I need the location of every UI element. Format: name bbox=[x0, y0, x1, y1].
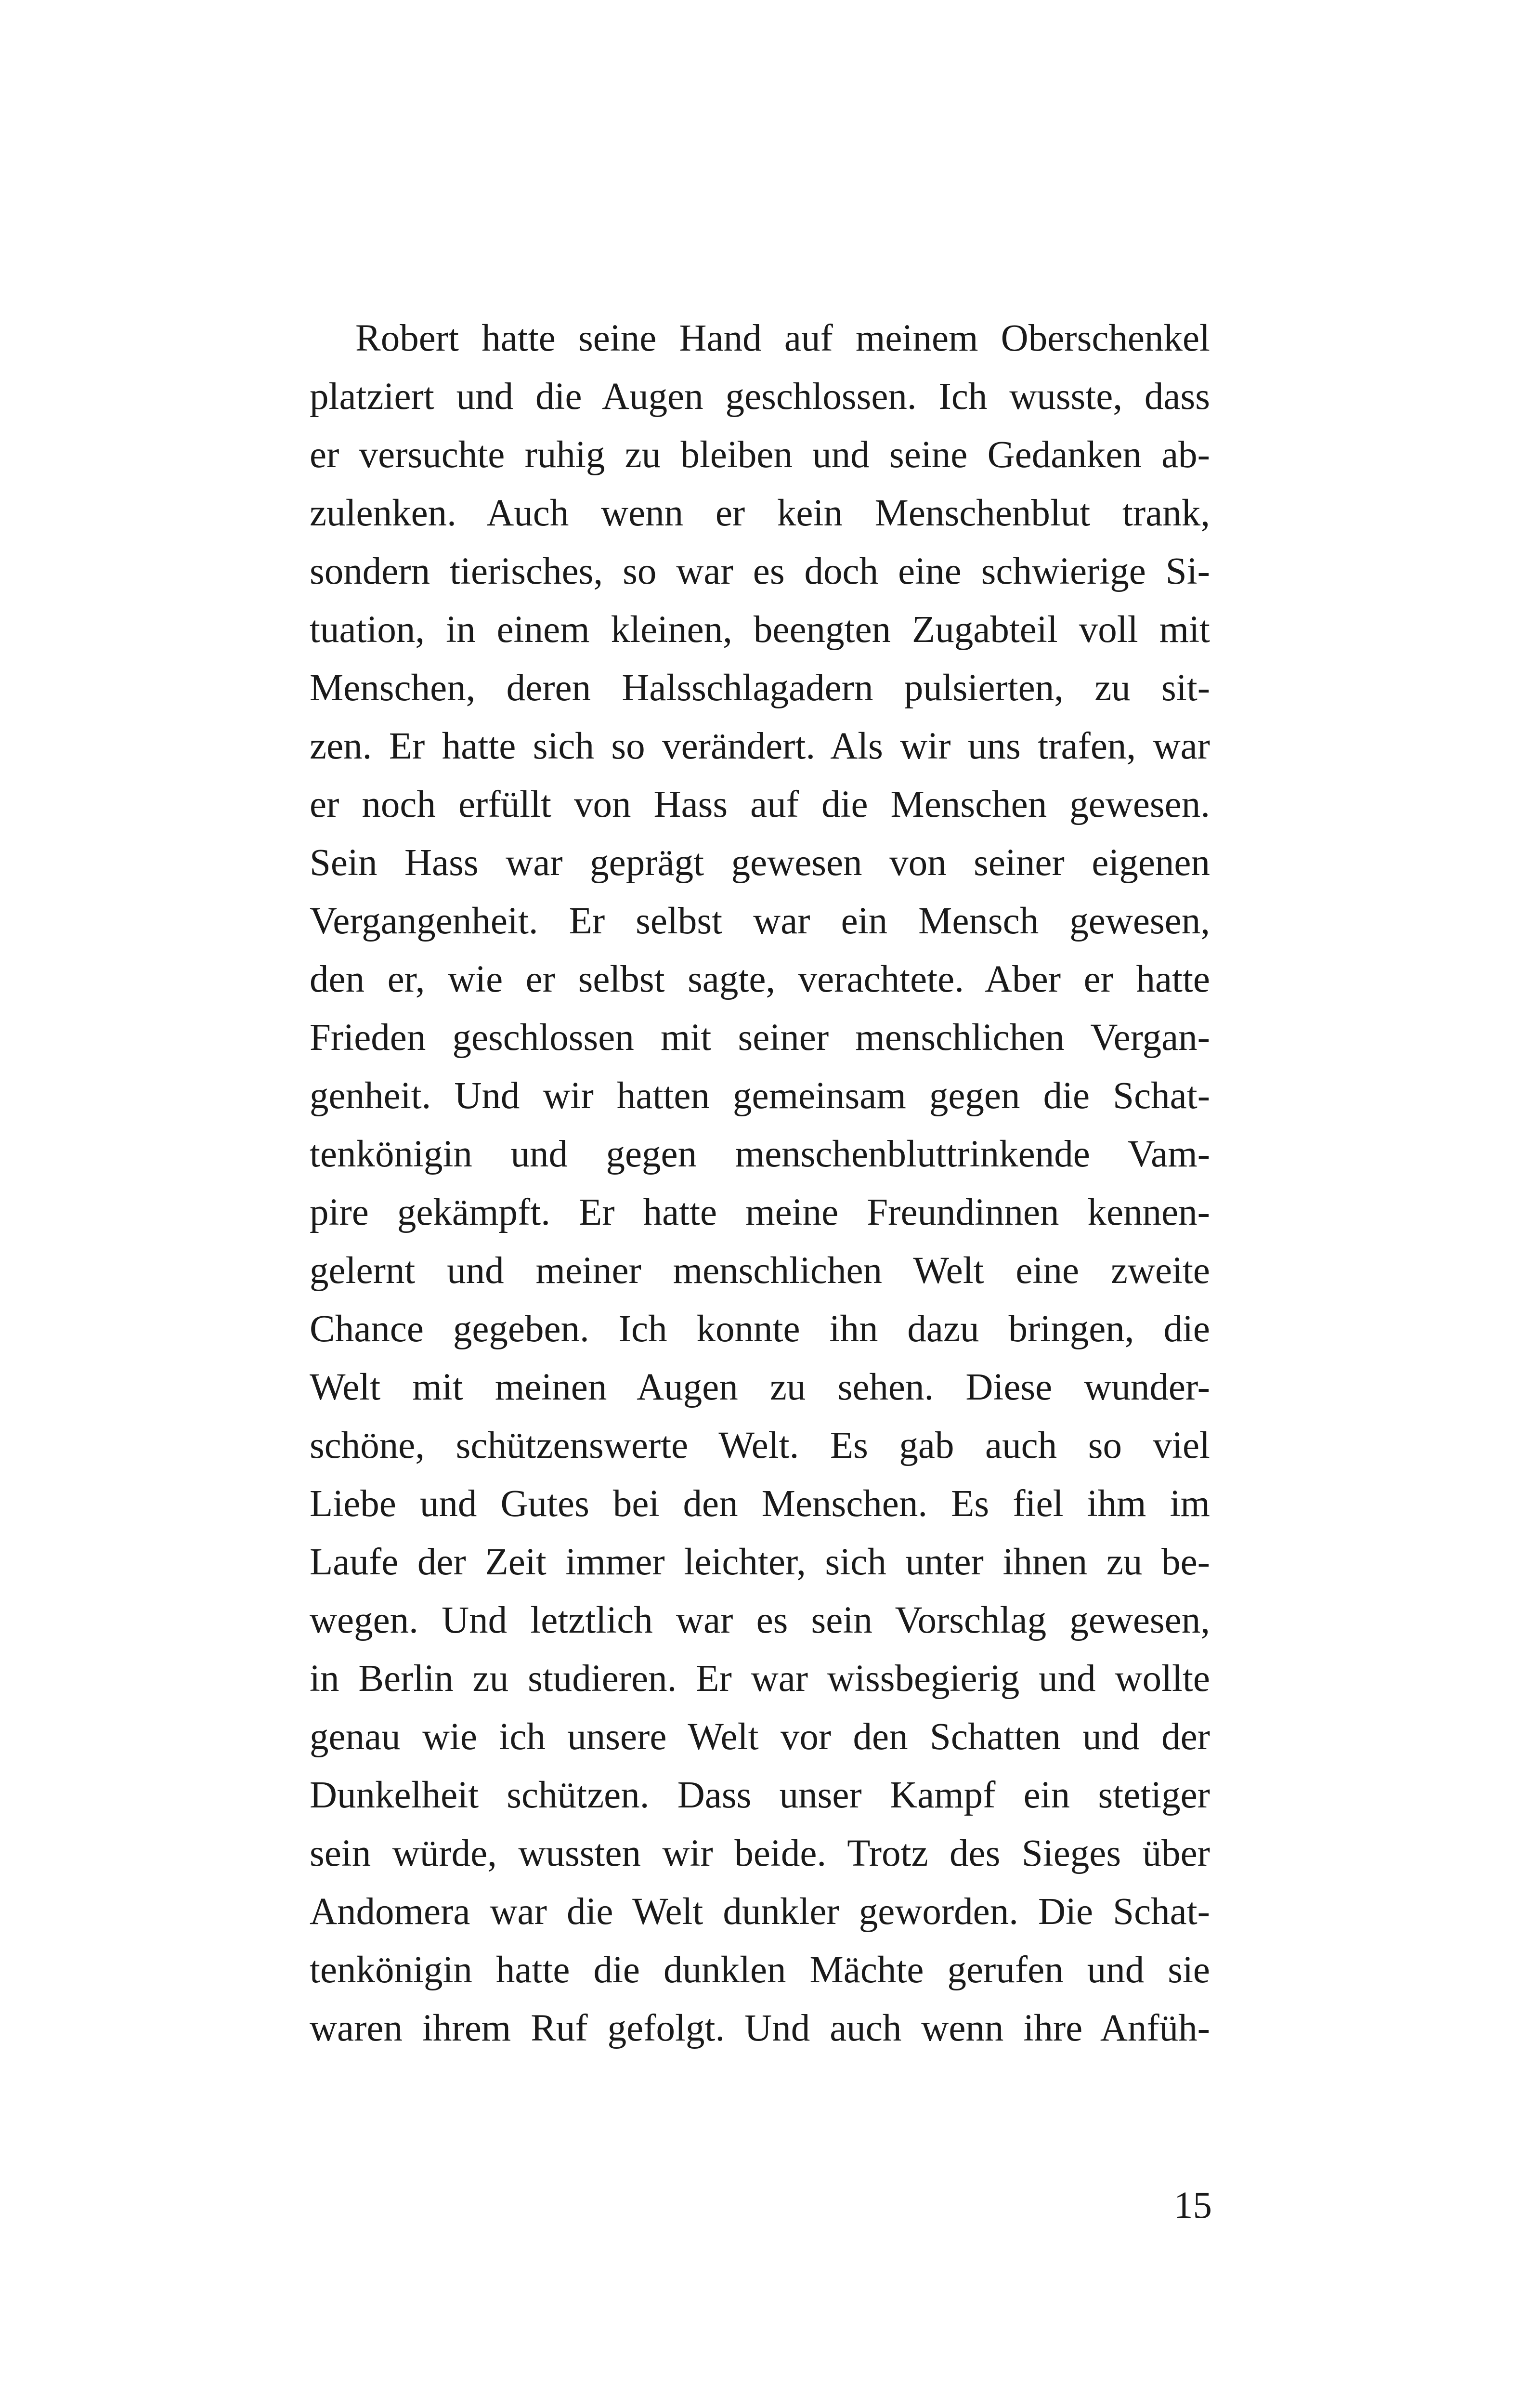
text-line: tenkönigin hatte die dunklen Mächte gerufen und sie bbox=[310, 1949, 1210, 1991]
text-line: Robert hatte seine Hand auf meinem Oberschenkel bbox=[355, 317, 1210, 359]
text-line: Sein Hass war geprägt gewesen von seiner eigenen bbox=[310, 842, 1210, 884]
text-line: tenkönigin und gegen menschenbluttrinkende Vam- bbox=[310, 1133, 1210, 1175]
text-line: er versuchte ruhig zu bleiben und seine Gedanken ab- bbox=[310, 434, 1210, 476]
text-line: genheit. Und wir hatten gemeinsam gegen die Schat- bbox=[310, 1075, 1210, 1117]
text-line: Welt mit meinen Augen zu sehen. Diese wunder- bbox=[310, 1366, 1210, 1408]
text-line: Andomera war die Welt dunkler geworden. Die Schat- bbox=[310, 1891, 1210, 1933]
text-line: pire gekämpft. Er hatte meine Freundinnen kennen- bbox=[310, 1191, 1210, 1233]
text-line: Vergangenheit. Er selbst war ein Mensch gewesen, bbox=[310, 900, 1210, 942]
text-line: zulenken. Auch wenn er kein Menschenblut trank, bbox=[310, 492, 1210, 534]
text-line: Dunkelheit schützen. Dass unser Kampf ein stetiger bbox=[310, 1774, 1210, 1816]
text-line: Frieden geschlossen mit seiner menschlichen Vergan- bbox=[310, 1017, 1210, 1059]
text-line: schöne, schützenswerte Welt. Es gab auch so viel bbox=[310, 1425, 1210, 1466]
text-line: gelernt und meiner menschlichen Welt eine zweite bbox=[310, 1250, 1210, 1292]
text-line: waren ihrem Ruf gefolgt. Und auch wenn ihre Anfüh- bbox=[310, 2007, 1210, 2049]
text-line: genau wie ich unsere Welt vor den Schatten und der bbox=[310, 1716, 1210, 1758]
text-line: in Berlin zu studieren. Er war wissbegierig und wollte bbox=[310, 1658, 1210, 1700]
text-line: Liebe und Gutes bei den Menschen. Es fiel ihm im bbox=[310, 1483, 1210, 1525]
text-line: platziert und die Augen geschlossen. Ich wusste, dass bbox=[310, 376, 1210, 418]
text-line: sondern tierisches, so war es doch eine schwierige Si- bbox=[310, 550, 1210, 592]
body-text bbox=[310, 309, 1210, 2057]
text-line: wegen. Und letztlich war es sein Vorschlag gewesen, bbox=[310, 1599, 1210, 1641]
text-line: Chance gegeben. Ich konnte ihn dazu bringen, die bbox=[310, 1308, 1210, 1350]
text-line: tuation, in einem kleinen, beengten Zugabteil voll mit bbox=[310, 609, 1210, 651]
text-line: Menschen, deren Halsschlagadern pulsierten, zu sit- bbox=[310, 667, 1210, 709]
page-number: 15 bbox=[1174, 2185, 1212, 2226]
text-line: er noch erfüllt von Hass auf die Menschen gewesen. bbox=[310, 784, 1210, 825]
text-line: Laufe der Zeit immer leichter, sich unter ihnen zu be- bbox=[310, 1541, 1210, 1583]
text-line: sein würde, wussten wir beide. Trotz des Sieges über bbox=[310, 1832, 1210, 1874]
text-line: zen. Er hatte sich so verändert. Als wir uns trafen, war bbox=[310, 725, 1210, 767]
text-line: den er, wie er selbst sagte, verachtete. Aber er hatte bbox=[310, 958, 1210, 1000]
